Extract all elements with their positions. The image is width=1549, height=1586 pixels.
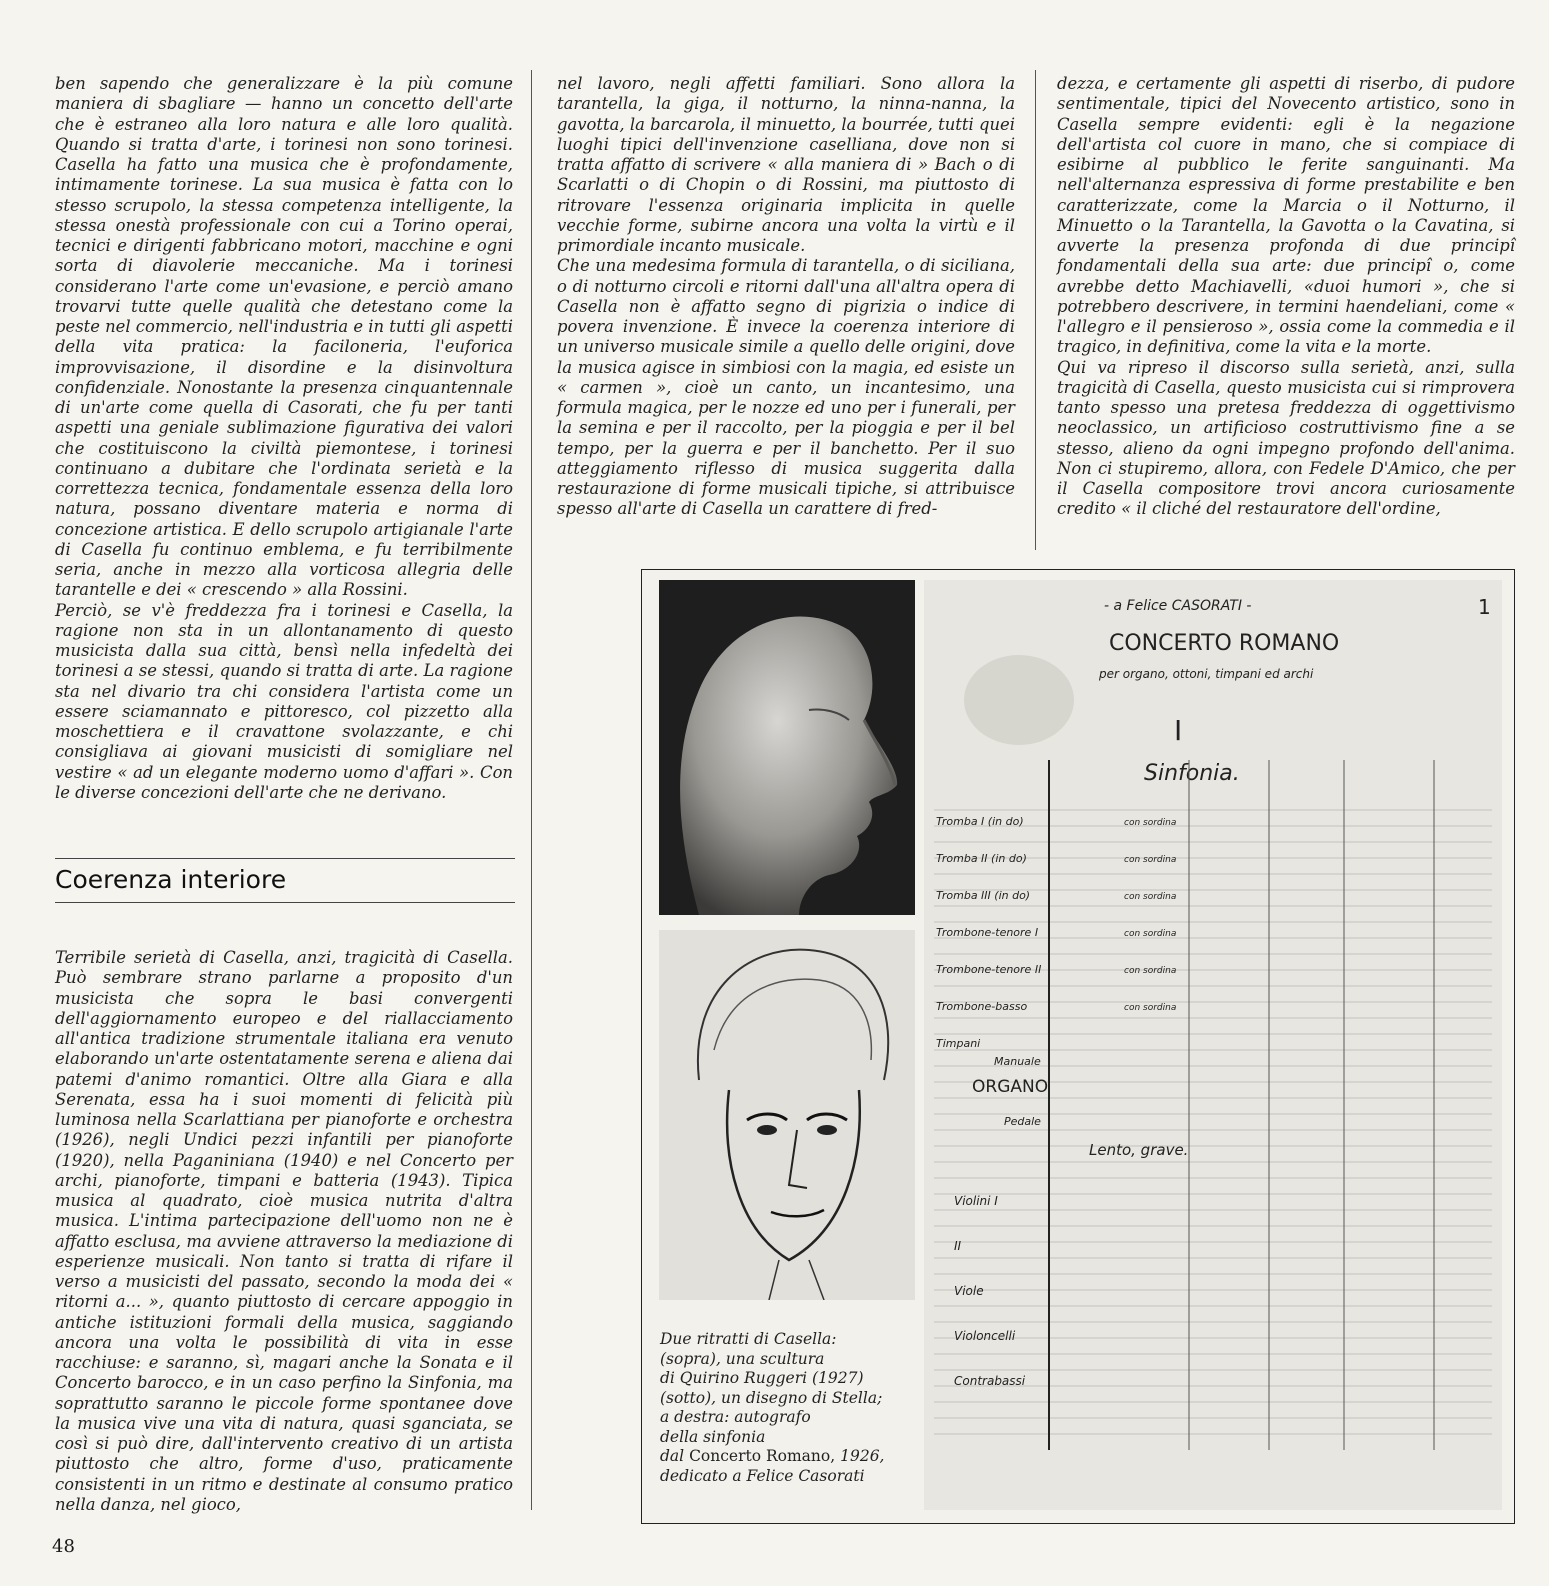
column-3 <box>1057 74 1515 520</box>
score-string-label: Violini I <box>954 1194 998 1208</box>
paragraph: Qui va ripreso il discorso sulla serietà, anzi, sulla tragicità di Casella, questo musicista cui si rimprovera tanto spesso una pretesa freddezza di oggettivismo neoclassico, un artificioso costruttivismo fine a se stesso, alieno da ogni impegno profondo dell'anima. Non ci stupiremo, allora, con Fedele D'Amico, che per il Casella compositore trovi ancora curiosamente credito « il cliché del restauratore dell'ordine, <box>1057 357 1515 519</box>
column-divider <box>1035 70 1036 550</box>
caption-line: della sinfonia <box>660 1427 766 1446</box>
score-instrument-label: Trombone-tenore II <box>936 963 1042 976</box>
score-instrument-label: Trombone-tenore I <box>936 926 1039 939</box>
score-movement-name: Sinfonia. <box>1144 761 1240 786</box>
caption-line: di Quirino Ruggeri (1927) <box>660 1369 864 1387</box>
figure-box <box>641 569 1515 1524</box>
caption-line: dedicato a Felice Casorati <box>660 1466 865 1485</box>
score-instrument-label: Timpani <box>936 1037 981 1050</box>
score-movement-number: I <box>1174 714 1183 747</box>
score-string-label: Contrabassi <box>954 1374 1026 1388</box>
paragraph: ben sapendo che generalizzare è la più comune maniera di sbagliare — hanno un concetto dell'arte che è estraneo alla loro natura e alle loro qualità. Quando si tratta d'arte, i torinesi non sono torinesi. Casella ha fatto una musica che è profondamente, intimamente torinese. La sua musica è fatta con lo stesso scrupolo, la stessa competenza intelligente, la stessa onestà professionale con cui a Torino operai, tecnici e dirigenti fabbricano motori, macchine e ogni sorta di diavolerie meccaniche. Ma i torinesi considerano l'arte come un'evasione, e perciò amano trovarvi tutte quelle qualità che detestano come la peste nel commercio, nell'industria e in tutti gli aspetti della vita pratica: la faciloneria, l'euforica improvvisazione, il disordine e la disinvoltura confidenziale. Nonostante la presenza cinquantennale di un'arte come quella di Casorati, che fu per tanti aspetti una geniale sublimazione figurativa dei valori che costituiscono la civiltà piemontese, i torinesi continuano a dubitare che l'ordinata serietà e la correttezza tecnica, fondamentale essenza della loro natura, possano diventare materia e norma di concezione artistica. E dello scrupolo artigianale l'arte di Casella fu continuo emblema, e fu terribilmente seria, anche in mezzo alla vorticosa allegria delle tarantelle e dei « crescendo » alla Rossini. <box>55 74 514 600</box>
column-1-top <box>55 74 513 803</box>
caption-line: (sopra), una scultura <box>660 1349 825 1368</box>
mute-marking: con sordina <box>1124 818 1177 828</box>
organ-label: ORGANO <box>972 1077 1049 1097</box>
score-instrument-label: Tromba I (in do) <box>936 815 1024 828</box>
organ-pedale-label: Pedale <box>1004 1115 1041 1128</box>
column-divider <box>531 70 532 1510</box>
figure-caption <box>660 1330 920 1486</box>
paragraph: dezza, e certamente gli aspetti di riserbo, di pudore sentimentale, tipici del Novecento artistico, sono in Casella sempre evidenti: egli è la negazione dell'artista col cuore in mano, che si compiace di esibirne al pubblico le ferite sanguinanti. Ma nell'alternanza espressiva di forme prestabilite e ben caratterizzate, come la Marcia o il Notturno, il Minuetto o la Tarantella, la Gavotta o la Cavatina, si avverte la presenza profonda di due principî fondamentali della sua arte: due principî o, come avrebbe detto Machiavelli, «duoi humori », che si potrebbero descrivere, in termini haendeliani, come « l'allegro e il pensieroso », ossia come la commedia e il tragico, in definitiva, come la vita e la morte. <box>1057 74 1515 357</box>
paragraph: nel lavoro, negli affetti familiari. Sono allora la tarantella, la giga, il notturno, la ninna-nanna, la gavotta, la barcarola, il minuetto, la bourrée, tutti quei luoghi tipici dell'invenzione caselliana, dove non si tratta affatto di scrivere « alla maniera di » Bach o di Scarlatti o di Chopin o di Rossini, ma piuttosto di ritrovare l'essenza originaria implicita in quelle vecchie forme, subirne ancora una volta la virtù e il primordiale incanto musicale. <box>557 74 1015 255</box>
caption-line: Due ritratti di Casella: <box>660 1330 837 1348</box>
manuscript-score <box>924 580 1502 1510</box>
score-instrument-label: Trombone-basso <box>936 1000 1028 1013</box>
score-page-mark: 1 <box>1478 595 1491 619</box>
caption-line <box>660 1447 920 1467</box>
column-2 <box>557 74 1015 520</box>
score-instrument-label: Tromba III (in do) <box>936 889 1031 902</box>
mute-marking: con sordina <box>1124 892 1177 902</box>
sculpture-photo <box>659 580 915 915</box>
caption-line: a destra: autografo <box>660 1408 811 1426</box>
organ-manuale-label: Manuale <box>994 1055 1041 1068</box>
mute-marking: con sordina <box>1124 855 1177 865</box>
score-tempo: Lento, grave. <box>1089 1141 1189 1159</box>
mute-marking: con sordina <box>1124 1003 1177 1013</box>
section-heading: Coerenza interiore <box>55 858 515 903</box>
score-instrument-label: Tromba II (in do) <box>936 852 1027 865</box>
caption-word: dal <box>660 1447 685 1465</box>
score-subtitle: per organo, ottoni, timpani ed archi <box>1099 667 1314 681</box>
paragraph: Perciò, se v'è freddezza fra i torinesi e Casella, la ragione non sta in un allontanamento di questo musicista dalla sua città, bensì nella infedeltà dei torinesi a se stessi, quando si tratta di arte. La ragione sta nel divario tra chi considera l'artista come un essere sciamannato e pittoresco, col pizzetto alla moschettiera e il cravattone svolazzante, e chi consigliava ai giovani musicisti di somigliare nel vestire « ad un elegante moderno uomo d'affari ». Con le diverse concezioni dell'arte che ne derivano. <box>55 600 513 802</box>
caption-year: 1926, <box>840 1447 885 1465</box>
caption-work-title: Concerto Romano, <box>689 1447 836 1465</box>
paragraph: Che una medesima formula di tarantella, o di siciliana, o di notturno circoli e ritorni dall'una all'altra opera di Casella non è affatto segno di pigrizia o indice di povera invenzione. È invece la coerenza interiore di un universo musicale simile a quello delle origini, dove la musica agisce in simbiosi con la magia, ed esiste un « carmen », cioè un canto, un incantesimo, una formula magica, per le nozze ed uno per i funerali, per la semina e per il raccolto, per la pioggia e per il bel tempo, per la guerra e per il banchetto. Per il suo atteggiamento riflesso di musica suggerita dalla restaurazione di forme musicali tipiche, si attribuisce spesso all'arte di Casella un carattere di fred- <box>557 256 1015 519</box>
column-1-bottom <box>55 948 513 1515</box>
score-string-label: Violoncelli <box>954 1329 1016 1343</box>
mute-marking: con sordina <box>1124 929 1177 939</box>
score-string-label: II <box>954 1239 962 1253</box>
drawing-portrait <box>659 930 915 1300</box>
score-string-label: Viole <box>954 1284 984 1298</box>
paragraph: Terribile serietà di Casella, anzi, tragicità di Casella. Può sembrare strano parlarne a proposito d'un musicista che sopra le basi convergenti dell'aggiornamento europeo e del riallacciamento all'antica tradizione strumentale italiana era venuto elaborando un'arte ostentatamente serena e aliena dai patemi d'animo romantici. Oltre alla Giara e alla Serenata, essa ha i suoi momenti di felicità più luminosa nella Scarlattiana per pianoforte e orchestra (1926), negli Undici pezzi infantili per pianoforte (1920), nella Paganiniana (1940) e nel Concerto per archi, pianoforte, timpani e batteria (1943). Tipica musica al quadrato, cioè musica nutrita d'altra musica. L'intima partecipazione dell'uomo non ne è affatto esclusa, ma avviene attraverso la mediazione di esperienze musicali. Non tanto si tratta di rifare il verso a musicisti del passato, secondo la moda dei « ritorni a... », quanto piuttosto di cercare appoggio in antiche istituzioni formali della musica, saggiando ancora una volta le possibilità di vita in esse racchiuse: e saranno, sì, magari anche la Sonata e il Concerto barocco, e in un caso perfino la Sinfonia, ma soprattutto saranno le piccole forme spontanee dove la musica vive una vita di natura, quasi sganciata, se così si può dire, dall'intervento creativo di un artista piuttosto che altro, forme d'uso, praticamente consistenti in un ritmo e destinate al consumo pratico nella danza, nel gioco, <box>55 948 513 1514</box>
page-number: 48 <box>52 1536 75 1557</box>
score-title: CONCERTO ROMANO <box>1109 631 1340 656</box>
score-dedication: - a Felice CASORATI - <box>1104 598 1252 614</box>
caption-line: (sotto), un disegno di Stella; <box>660 1388 883 1407</box>
mute-marking: con sordina <box>1124 966 1177 976</box>
